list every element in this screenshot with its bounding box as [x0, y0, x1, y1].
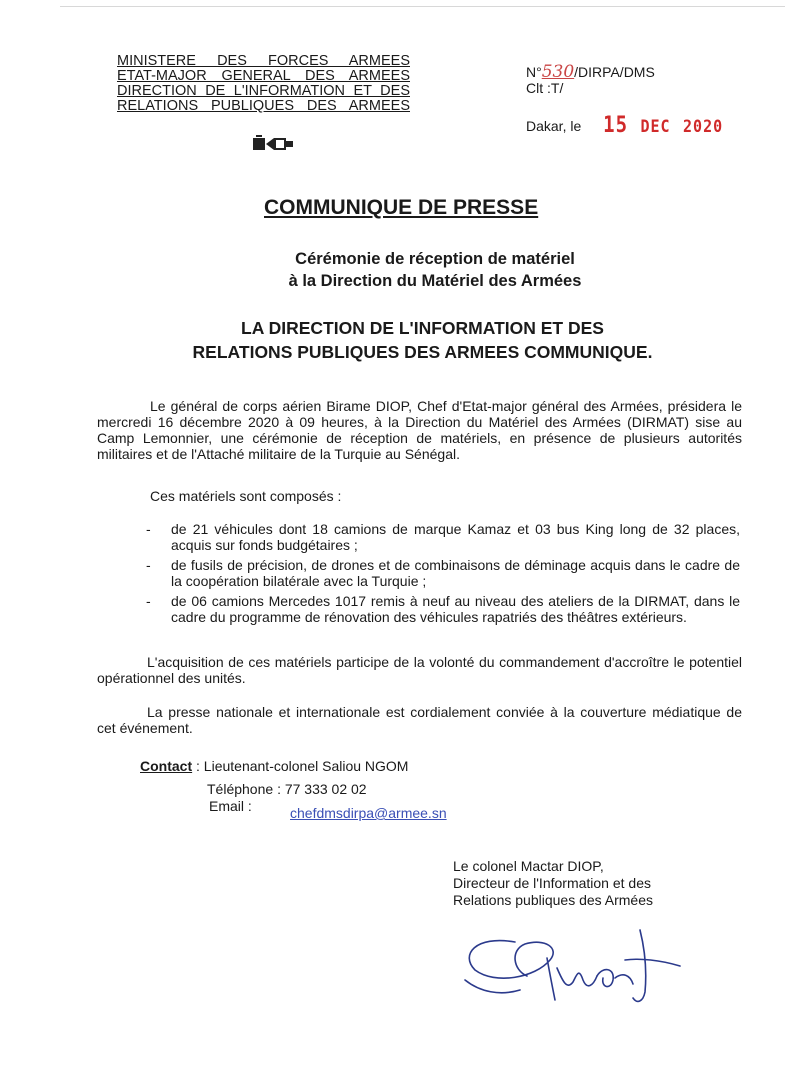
list-item-text: de fusils de précision, de drones et de combinaisons de déminage acquis dans le cadre de la coopération bilatérale avec la Turquie ;	[171, 557, 740, 589]
ministry-header	[117, 54, 410, 114]
reference-suffix: /DIRPA/DMS	[574, 64, 655, 80]
list-item	[146, 521, 740, 553]
page-title: COMMUNIQUE DE PRESSE	[264, 196, 539, 219]
date-stamp	[603, 112, 723, 137]
email-link[interactable]: chefdmsdirpa@armee.sn	[290, 805, 447, 821]
date-place: Dakar, le	[526, 118, 582, 134]
list-item-text: de 21 véhicules dont 18 camions de marque Kamaz et 03 bus King long de 32 places, acquis sur fonds budgétaires ;	[171, 521, 740, 553]
reference-number: 530	[541, 62, 575, 82]
date-day: 15	[603, 112, 629, 138]
date-month: DEC	[640, 115, 671, 137]
reference-block	[526, 64, 655, 96]
list-marker: -	[146, 593, 151, 609]
ministry-line-1: MINISTERE DES FORCES ARMEES	[117, 53, 410, 69]
paragraph-intro: Le général de corps aérien Birame DIOP, Chef d'Etat-major général des Armées, présidera le mercredi 16 décembre 2020 à 09 heures, à la Direction du Matériel des Armées (DIRMAT) sise au Camp Lemonnier, une cérémonie de réception de matériels, en présence de plusieurs autorités militaires et de l'Attaché militaire de la Turquie au Sénégal.	[97, 398, 742, 462]
signatory-block	[453, 858, 653, 909]
paragraph-press: La presse nationale et internationale est cordialement conviée à la couverture médiatique de cet événement.	[97, 704, 742, 736]
emblem-icon	[252, 134, 294, 154]
ministry-line-3: DIRECTION DE L'INFORMATION ET DES	[117, 83, 410, 99]
phone-line	[207, 781, 367, 797]
handwritten-signature	[455, 920, 695, 1020]
contact-name: : Lieutenant-colonel Saliou NGOM	[196, 758, 409, 774]
subtitle-line-1: Cérémonie de réception de matériel	[295, 250, 575, 268]
subtitle	[235, 248, 635, 292]
ministry-line-2: ETAT-MAJOR GENERAL DES ARMEES	[117, 68, 410, 84]
contact-label: Contact	[140, 758, 193, 774]
ministry-line-4: RELATIONS PUBLIQUES DES ARMEES	[117, 98, 410, 114]
paragraph-acquisition: L'acquisition de ces matériels participe de la volonté du commandement d'accroître le potentiel opérationnel des unités.	[97, 654, 742, 686]
signatory-line-1: Le colonel Mactar DIOP,	[453, 858, 604, 874]
reference-number-line	[526, 64, 655, 80]
reference-clt: Clt :T/	[526, 80, 564, 96]
communique-line-2: RELATIONS PUBLIQUES DES ARMEES COMMUNIQUE.	[192, 342, 653, 362]
list-item	[146, 593, 740, 625]
phone-label: Téléphone	[207, 781, 274, 797]
list-marker: -	[146, 521, 151, 537]
contact-line	[140, 758, 408, 775]
list-lead: Ces matériels sont composés :	[150, 488, 342, 504]
signatory-line-2: Directeur de l'Information et des	[453, 875, 651, 891]
date-year: 2020	[683, 115, 724, 137]
subtitle-line-2: à la Direction du Matériel des Armées	[288, 272, 582, 290]
materials-list	[146, 521, 740, 629]
signatory-line-3: Relations publiques des Armées	[453, 892, 654, 908]
reference-prefix: N°	[526, 64, 542, 80]
communique-heading	[150, 316, 695, 364]
dateline	[526, 114, 723, 136]
list-item-text: de 06 camions Mercedes 1017 remis à neuf au niveau des ateliers de la DIRMAT, dans le cadre du programme de rénovation des véhicules rapatriés des théâtres extérieurs.	[171, 593, 740, 625]
scan-edge-line	[60, 6, 785, 7]
phone-value: : 77 333 02 02	[277, 781, 367, 797]
communique-line-1: LA DIRECTION DE L'INFORMATION ET DES	[241, 318, 604, 338]
list-item	[146, 557, 740, 589]
email-label: Email :	[209, 798, 252, 814]
list-marker: -	[146, 557, 151, 573]
